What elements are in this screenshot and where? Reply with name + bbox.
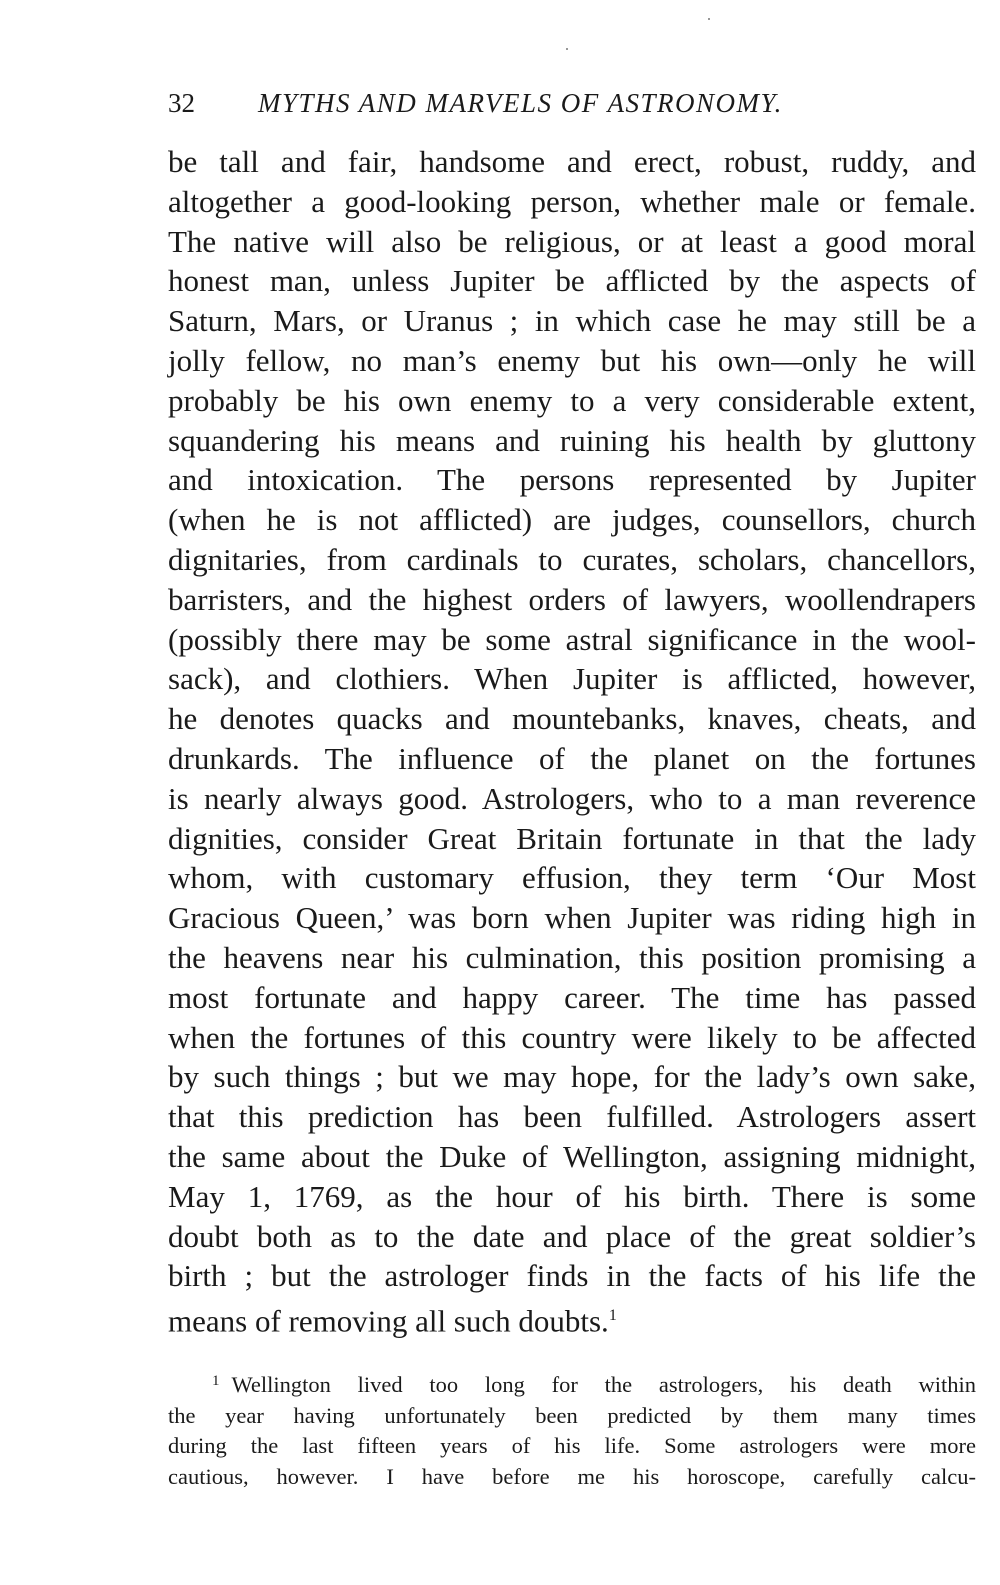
text-line: Gracious Queen,’ was born when Jupiter was riding high in bbox=[168, 900, 976, 936]
footnote-line: during the last fifteen years of his life. Some astrologers were more bbox=[168, 1433, 976, 1458]
footnote-reference[interactable]: 1 bbox=[608, 1307, 617, 1325]
text-line: the same about the Duke of Wellington, assigning midnight, bbox=[168, 1138, 976, 1174]
text-line: (possibly there may be some astral significance in the wool- bbox=[168, 621, 976, 657]
text-line: doubt both as to the date and place of the great soldier’s bbox=[168, 1218, 976, 1254]
text-line: Saturn, Mars, or Uranus ; in which case he may still be a bbox=[168, 303, 976, 339]
text-line: is nearly always good. Astrologers, who to a man reverence bbox=[168, 780, 976, 816]
text-line: The native will also be religious, or at least a good moral bbox=[168, 223, 976, 259]
text-line: sack), and clothiers. When Jupiter is afflicted, however, bbox=[168, 661, 976, 697]
text-line: be tall and fair, handsome and erect, robust, ruddy, and bbox=[168, 144, 976, 179]
text-line: whom, with customary effusion, they term ‘Our Most bbox=[168, 860, 976, 896]
page-header bbox=[168, 86, 976, 120]
page-number: 32 bbox=[168, 88, 195, 118]
text-line: that this prediction has been fulfilled. Astrologers assert bbox=[168, 1099, 976, 1135]
footnote-line bbox=[168, 1366, 976, 1401]
text-line: barristers, and the highest orders of lawyers, woollendrapers bbox=[168, 581, 976, 617]
text-line: dignities, consider Great Britain fortunate in that the lady bbox=[168, 820, 976, 856]
text-line: most fortunate and happy career. The time has passed bbox=[168, 979, 976, 1015]
text-line: when the fortunes of this country were likely to be affected bbox=[168, 1019, 976, 1055]
main-text bbox=[168, 142, 976, 1341]
text-line: the heavens near his culmination, this position promising a bbox=[168, 939, 976, 975]
text-line: (when he is not afflicted) are judges, counsellors, church bbox=[168, 502, 976, 538]
ink-speck bbox=[708, 18, 710, 20]
text-line: birth ; but the astrologer finds in the facts of his life the bbox=[168, 1258, 976, 1294]
text-line bbox=[168, 1296, 976, 1341]
footnote-line: cautious, however. I have before me his horoscope, carefully calcu- bbox=[168, 1463, 976, 1489]
text-line: and intoxication. The persons represented by Jupiter bbox=[168, 462, 976, 498]
text-line: altogether a good-looking person, whether male or female. bbox=[168, 183, 976, 219]
ink-speck bbox=[566, 48, 568, 50]
text-line: May 1, 1769, as the hour of his birth. There is some bbox=[168, 1178, 976, 1214]
text-line: squandering his means and ruining his health by gluttony bbox=[168, 422, 976, 458]
text-line: drunkards. The influence of the planet on the fortunes bbox=[168, 740, 976, 776]
text-line-content: means of removing all such doubts. bbox=[168, 1303, 609, 1339]
text-line: probably be his own enemy to a very considerable extent, bbox=[168, 382, 976, 418]
text-line: honest man, unless Jupiter be afflicted by the aspects of bbox=[168, 263, 976, 299]
text-line: he denotes quacks and mountebanks, knaves, cheats, and bbox=[168, 701, 976, 737]
footnote bbox=[168, 1366, 976, 1492]
footnote-line-text: Wellington lived too long for the astrologers, his death within bbox=[231, 1372, 976, 1397]
text-line: by such things ; but we may hope, for the lady’s own sake, bbox=[168, 1059, 976, 1095]
footnote-line: the year having unfortunately been predicted by them many times bbox=[168, 1402, 976, 1428]
running-title: MYTHS AND MARVELS OF ASTRONOMY. bbox=[258, 88, 783, 118]
text-line: jolly fellow, no man’s enemy but his own—only he will bbox=[168, 342, 976, 378]
text-line: dignitaries, from cardinals to curates, scholars, chancellors, bbox=[168, 541, 976, 577]
footnote-marker: 1 bbox=[212, 1373, 220, 1389]
